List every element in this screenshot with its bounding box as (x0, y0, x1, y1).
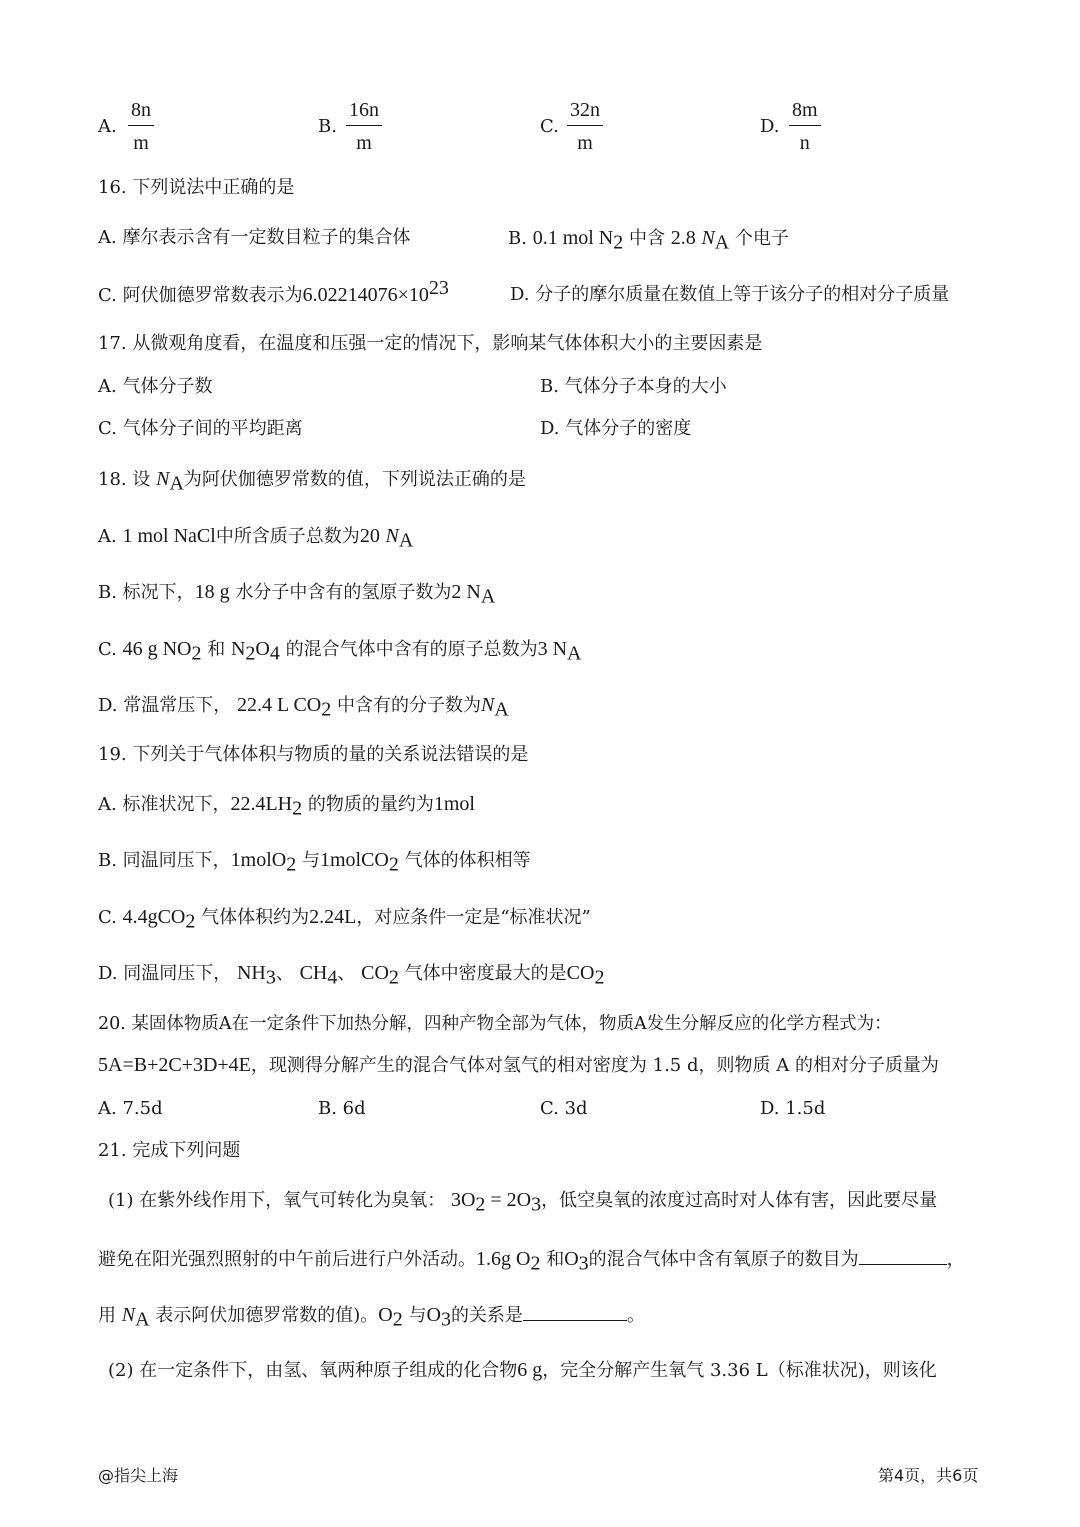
q21-part1-line2 (98, 1246, 965, 1275)
number: 2 N (451, 581, 481, 603)
q18-option-d (98, 693, 509, 721)
formula: N (230, 638, 246, 660)
formula: O (564, 1248, 579, 1270)
formula: CH (299, 962, 328, 984)
subscript: A (714, 231, 730, 254)
subscript: 3 (578, 1252, 589, 1275)
avogadro-symbol: N (156, 468, 170, 490)
text: D. 常温常压下， (98, 695, 232, 716)
footer-watermark: @指尖上海 (98, 1466, 179, 1485)
text: (2) 在一定条件下，由氢、氧两种原子组成的化合物 (108, 1360, 518, 1381)
subscript: 2 (392, 1308, 403, 1331)
option-label: C. (98, 639, 117, 660)
text: A. 标准状况下， (98, 794, 231, 815)
q20-option-c: C. 3d (540, 1098, 588, 1119)
q15-option-d-label: D. (760, 116, 780, 137)
q16-option-a: A. 摩尔表示含有一定数目粒子的集合体 (98, 227, 411, 248)
q17-option-c: C. 气体分子间的平均距离 (98, 418, 303, 439)
formula: 22.4LH (230, 793, 293, 815)
text: 用 (98, 1305, 116, 1326)
quantity: 2.24L (309, 906, 357, 928)
denominator: m (356, 132, 372, 154)
q15-option-c-fraction (567, 98, 603, 155)
text: 表示阿伏加德罗常数的值)。 (155, 1305, 379, 1326)
subscript: 2 (388, 853, 399, 876)
numerator: 8n (128, 98, 154, 126)
answer-blank-1[interactable] (859, 1246, 947, 1265)
subscript: A (494, 698, 509, 721)
text: 水分子中含有的氢原子数为 (235, 582, 452, 603)
q20-option-d: D. 1.5d (760, 1098, 826, 1119)
formula: O (426, 1304, 441, 1326)
q18-option-b (98, 580, 496, 608)
subscript: 2 (245, 642, 256, 665)
q18-stem (98, 467, 526, 495)
option-label: C. (98, 907, 117, 928)
text: 气体的体积相等 (404, 850, 531, 871)
subscript: A (135, 1308, 150, 1331)
formula: 6.02214076×10 (302, 284, 429, 306)
text: 气体体积约为 (201, 907, 310, 928)
q19-option-c (98, 905, 591, 933)
formula: O (255, 638, 270, 660)
text: ，低空臭氧的浓度过高时对人体有害，因此要尽量 (541, 1190, 938, 1211)
option-label: B. (508, 228, 527, 249)
text: D. 同温同压下， (98, 963, 232, 984)
formula: 1molO (230, 849, 287, 871)
denominator: m (577, 132, 593, 154)
number: 2.8 (670, 227, 696, 249)
subscript: 2 (185, 910, 196, 933)
formula: 3O (450, 1189, 476, 1211)
numerator: 16n (346, 98, 382, 126)
q18-option-c (98, 637, 582, 665)
text: B. 同温同压下， (98, 850, 231, 871)
text: 与 (301, 850, 320, 871)
text: (1) 在紫外线作用下，氧气可转化为臭氧： (108, 1190, 446, 1211)
formula: 1.6g O (476, 1248, 531, 1270)
subscript: 2 (191, 642, 202, 665)
text: 中含有的分子数为 (336, 695, 481, 716)
number: 20 (359, 525, 380, 547)
subscript: 2 (321, 698, 332, 721)
text: ， (946, 1249, 965, 1270)
q19-stem: 19. 下列关于气体体积与物质的量的关系说法错误的是 (98, 744, 529, 765)
text: 和 (546, 1249, 565, 1270)
q16-option-b (508, 226, 789, 254)
footer-page-number: 第4页，共6页 (878, 1466, 979, 1485)
subscript: A (480, 585, 496, 608)
q20-stem-line2 (98, 1053, 939, 1078)
subscript: 3 (440, 1308, 451, 1331)
text: ，对应条件一定是“标准状况” (356, 907, 591, 928)
numerator: 32n (567, 98, 603, 126)
denominator: n (799, 132, 810, 154)
formula: 1molCO (319, 849, 389, 871)
formula: CO (361, 962, 389, 984)
formula: 4.4gCO (122, 906, 186, 928)
formula: NH (236, 962, 266, 984)
text: ，现测得分解产生的混合气体对氢气的相对密度为 1.5 d，则物质 A 的相对分子质量为 (250, 1055, 939, 1076)
subscript: 2 (388, 966, 399, 989)
formula: 46 g NO (122, 638, 192, 660)
q15-option-b-label: B. (318, 116, 337, 137)
subscript: 2 (594, 966, 605, 989)
numerator: 8m (789, 98, 821, 126)
quantity: 1mol (433, 793, 475, 815)
equation: 5A=B+2C+3D+4E (98, 1054, 251, 1076)
quantity: 18 g (194, 581, 230, 603)
subscript: 3 (531, 1193, 542, 1216)
text: 中含 (628, 228, 665, 249)
text: C. 阿伏伽德罗常数表示为 (98, 285, 303, 306)
q21-part1-line3 (98, 1302, 645, 1331)
q17-option-d: D. 气体分子的密度 (540, 418, 692, 439)
subscript: 2 (475, 1193, 486, 1216)
q15-option-b-fraction (346, 98, 382, 155)
option-label: A. (98, 526, 117, 547)
q18-option-a (98, 524, 414, 552)
text: 与 (408, 1305, 427, 1326)
text: 的物质的量约为 (307, 794, 434, 815)
subscript: 2 (286, 853, 297, 876)
separator: 、 (275, 963, 294, 984)
q20-stem-line1: 20. 某固体物质A在一定条件下加热分解，四种产物全部为气体，物质A发生分解反应的化学方程式为： (98, 1014, 892, 1034)
avogadro-symbol: N (121, 1304, 136, 1326)
q15-option-d-fraction (789, 98, 821, 155)
q19-option-d (98, 961, 605, 989)
q16-stem: 16. 下列说法中正确的是 (98, 177, 295, 198)
text: 和 (207, 639, 226, 660)
formula: O (378, 1304, 393, 1326)
q16-option-c (98, 277, 449, 308)
text: 。 (626, 1305, 645, 1326)
quantity: 6 g (517, 1359, 543, 1381)
avogadro-symbol: N (701, 227, 715, 249)
q17-option-b: B. 气体分子本身的大小 (540, 376, 727, 397)
subscript: 2 (292, 797, 303, 820)
formula: 22.4 L CO (236, 694, 322, 716)
subscript: 2 (530, 1252, 541, 1275)
answer-blank-2[interactable] (523, 1302, 627, 1321)
avogadro-symbol: N (385, 525, 399, 547)
q20-option-b: B. 6d (318, 1098, 366, 1119)
q21-part1-line1 (108, 1188, 938, 1216)
text: B. 标况下， (98, 582, 195, 603)
text: 18. 设 (98, 469, 151, 490)
q17-option-a: A. 气体分子数 (98, 376, 213, 397)
text: 的混合气体中含有氧原子的数目为 (588, 1249, 859, 1270)
subscript: 2 (613, 231, 624, 254)
text: ，完全分解产生氧气 3.36 L（标准状况)，则该化 (542, 1360, 937, 1381)
q20-option-a: A. 7.5d (98, 1098, 163, 1119)
q17-stem: 17. 从微观角度看，在温度和压强一定的情况下，影响某气体体积大小的主要因素是 (98, 333, 763, 354)
q21-stem: 21. 完成下列问题 (98, 1140, 241, 1161)
text: 气体中密度最大的是 (404, 963, 567, 984)
formula: CO (566, 962, 595, 984)
text: 的关系是 (450, 1305, 523, 1326)
q19-option-a (98, 792, 475, 820)
subscript: A (567, 642, 582, 665)
q15-option-c-label: C. (540, 116, 559, 137)
denominator: m (133, 132, 149, 154)
text: 避免在阳光强烈照射的中午前后进行户外活动。 (98, 1249, 476, 1270)
q15-option-a-fraction (128, 98, 154, 155)
subscript: 4 (327, 966, 338, 989)
text: 中所含质子总数为 (215, 526, 360, 547)
subscript: 3 (265, 966, 276, 989)
q16-option-d: D. 分子的摩尔质量在数值上等于该分子的相对分子质量 (510, 284, 950, 305)
avogadro-symbol: N (480, 694, 495, 716)
q19-option-b (98, 848, 531, 876)
number: 3 N (537, 638, 568, 660)
formula: 0.1 mol N (532, 227, 614, 249)
subscript: 4 (269, 642, 280, 665)
text: 为阿伏伽德罗常数的值，下列说法正确的是 (183, 469, 526, 490)
subscript: A (169, 472, 184, 495)
text: 的混合气体中含有的原子总数为 (285, 639, 538, 660)
q21-part2-line1 (108, 1358, 937, 1383)
q15-option-a-label: A. (98, 116, 117, 137)
superscript: 23 (428, 277, 449, 299)
subscript: A (398, 529, 414, 552)
formula: 1 mol NaCl (122, 525, 216, 547)
text: 个电子 (734, 228, 789, 249)
separator: 、 (337, 963, 356, 984)
formula: = 2O (485, 1189, 532, 1211)
